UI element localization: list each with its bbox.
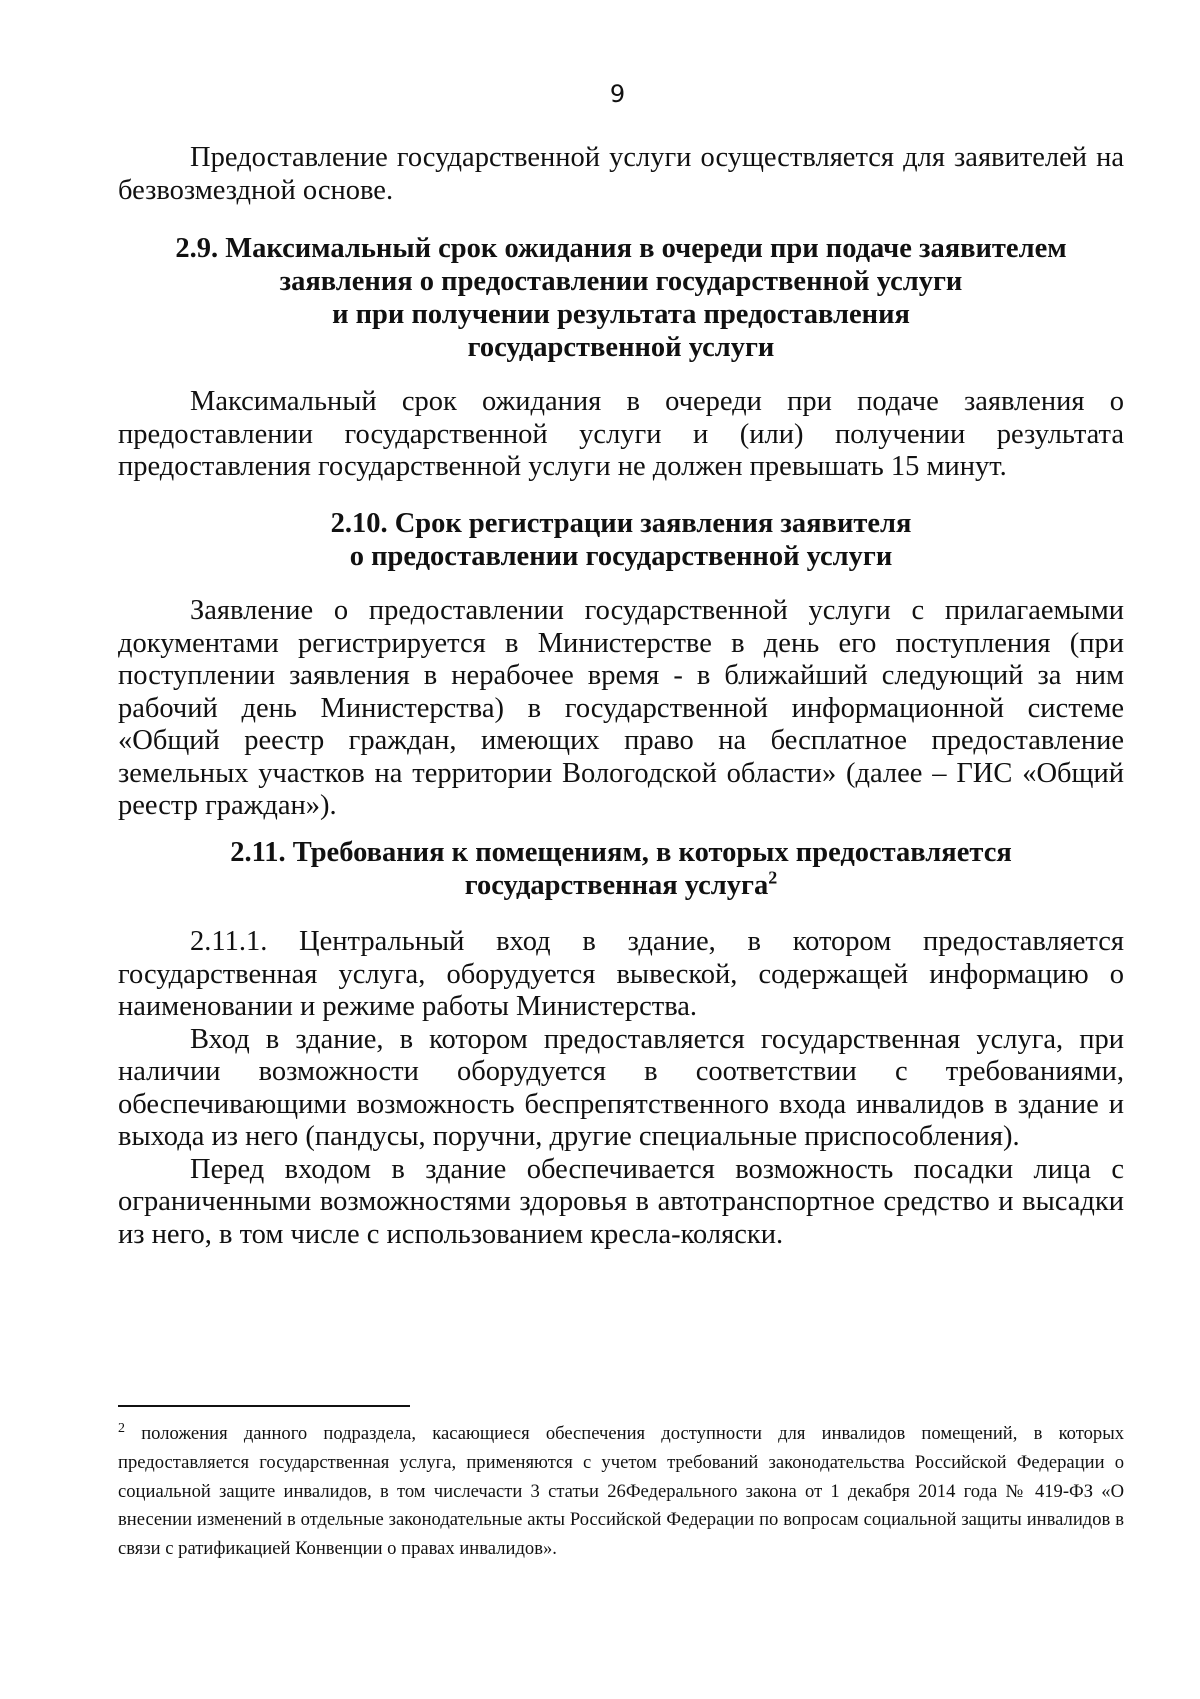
footnote-text: положения данного подраздела, касающиеся обеспечения доступности для инвалидов помещений, в которых предоставляется государственная услуга, применяются с учетом требований законодательства Российской Федерации о социальной защите инвалидов, в том числечасти 3 статьи 26Федерального закона от 1 декабря 2014 года № 419-ФЗ «О внесении изменений в отдельные законодательные акты Российской Федерации по вопросам социальной защиты инвалидов в связи с ратификацией Конвенции о правах инвалидов». [118,1423,1124,1560]
section-2-9-body [118,386,1124,484]
footnote-marker: 2 [118,1420,125,1436]
intro-paragraph-block [118,142,1124,207]
footnote-reference: 2 [768,867,778,888]
section-2-11-body [118,926,1124,1251]
section-2-10-body [118,595,1124,823]
heading-line: и при получении результата предоставления [332,299,910,330]
heading-line [118,869,1124,902]
section-2-11-heading [118,836,1124,902]
section-2-11-paragraph: 2.11.1. Центральный вход в здание, в котором предоставляется государственная услуга, оборудуется вывеской, содержащей информацию о наименовании и режиме работы Министерства. [118,926,1124,1022]
heading-line: государственной услуги [467,332,775,363]
heading-line: о предоставлении государственной услуги [349,541,893,572]
section-2-9-heading [118,232,1124,364]
section-2-10-paragraph: Заявление о предоставлении государственной услуги с прилагаемыми документами регистрируется в Министерстве в день его поступления (при поступлении заявления в нерабочее время - в ближайший следующий за ним рабочий день Министерства) в государственной информационной системе «Общий реестр граждан, имеющих право на бесплатное предоставление земельных участков на территории Вологодской области» (далее – ГИС «Общий реестр граждан»). [118,595,1124,821]
section-2-9-paragraph: Максимальный срок ожидания в очереди при подаче заявления о предоставлении государственной услуги и (или) получении результата предоставления государственной услуги не должен превышать 15 минут. [118,386,1124,482]
heading-text: государственная услуга [464,870,769,901]
intro-paragraph: Предоставление государственной услуги осуществляется для заявителей на безвозмездной основе. [118,142,1124,206]
heading-line: 2.11. Требования к помещениям, в которых предоставляется [230,837,1012,868]
footnote [118,1420,1124,1564]
heading-line: 2.9. Максимальный срок ожидания в очереди при подаче заявителем [175,233,1067,264]
section-2-11-paragraph: Перед входом в здание обеспечивается возможность посадки лица с ограниченными возможностями здоровья в автотранспортное средство и высадки из него, в том числе с использованием кресла-коляски. [118,1153,1124,1250]
section-2-10-heading [118,507,1124,573]
footnote-divider [118,1405,410,1407]
section-2-11-paragraph: Вход в здание, в котором предоставляется государственная услуга, при наличии возможности оборудуется в соответствии с требованиями, обеспечивающими возможность беспрепятственного входа инвалидов в здание и выхода из него (пандусы, поручни, другие специальные приспособления). [118,1023,1124,1152]
page-number: 9 [609,80,626,108]
heading-line: 2.10. Срок регистрации заявления заявителя [330,508,912,539]
heading-line: заявления о предоставлении государственной услуги [279,266,963,297]
